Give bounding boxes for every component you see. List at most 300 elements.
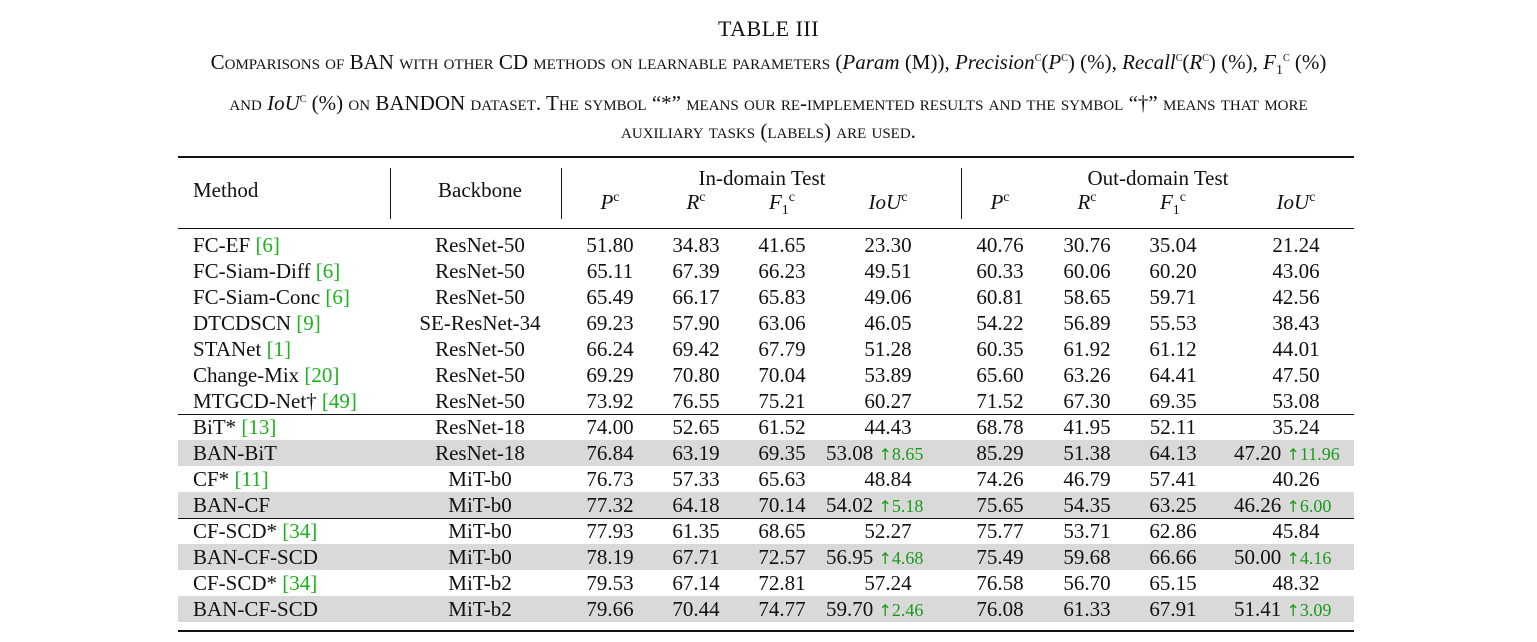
- out-domain-cell: [1133, 492, 1213, 518]
- out-domain-cell: [960, 518, 1040, 544]
- in-domain-cell: [826, 544, 923, 572]
- method-separator: [390, 168, 391, 219]
- out-domain-cell: [960, 570, 1040, 596]
- in-domain-cell: [570, 310, 650, 336]
- method-cell: [193, 310, 321, 336]
- out-domain-value: 43.06: [1272, 259, 1320, 283]
- in-domain-cell: [742, 258, 822, 284]
- caption-line-3: auxiliary tasks (labels) are used.: [621, 119, 916, 144]
- in-domain-cell: [742, 284, 822, 310]
- in-domain-cell: [742, 596, 822, 622]
- out-domain-cell: [960, 596, 1040, 622]
- method-cell: [193, 336, 291, 362]
- in-domain-value: 51.80: [586, 233, 634, 257]
- out-domain-cell: [1133, 388, 1213, 414]
- out-domain-value: 61.92: [1063, 337, 1111, 361]
- in-domain-cell: [848, 570, 928, 596]
- out-domain-cell: [960, 544, 1040, 570]
- out-domain-value: 68.78: [976, 415, 1024, 439]
- out-domain-cell: [960, 232, 1040, 258]
- out-domain-value: 46.79: [1063, 467, 1111, 491]
- gain-value: 4.16: [1299, 548, 1332, 568]
- in-domain-value: 60.27: [864, 389, 912, 413]
- in-domain-cell: [570, 544, 650, 570]
- out-domain-value: 59.68: [1063, 545, 1111, 569]
- out-domain-value: 35.24: [1272, 415, 1320, 439]
- out-domain-value: 45.84: [1272, 519, 1320, 543]
- in-domain-cell: [656, 362, 736, 388]
- table-row: [178, 284, 1354, 310]
- table-row: [178, 362, 1354, 388]
- in-domain-cell: [848, 336, 928, 362]
- in-domain-cell: [848, 284, 928, 310]
- out-domain-value: 60.81: [976, 285, 1024, 309]
- method-cell: [193, 492, 270, 518]
- gain-arrow-icon: ↑: [878, 601, 892, 620]
- in-domain-value: 41.65: [758, 233, 806, 257]
- in-domain-cell: [570, 388, 650, 414]
- method-cell: [193, 440, 277, 466]
- method-name: BAN-BiT: [193, 441, 277, 465]
- gain-value: 11.96: [1299, 444, 1340, 464]
- out-domain-value: 67.30: [1063, 389, 1111, 413]
- in-domain-cell: [570, 440, 650, 466]
- method-name: FC-Siam-Conc: [193, 285, 326, 309]
- method-cell: [193, 570, 317, 596]
- out-domain-cell: [1047, 362, 1127, 388]
- header-rule: [178, 228, 1354, 229]
- out-domain-cell: [960, 466, 1040, 492]
- in-domain-cell: [742, 362, 822, 388]
- in-domain-cell: [570, 258, 650, 284]
- gain-arrow-icon: ↑: [1286, 601, 1300, 620]
- table-row: [178, 544, 1354, 570]
- citation-link[interactable]: [1]: [266, 337, 292, 361]
- out-domain-cell: [1133, 466, 1213, 492]
- in-domain-value: 57.24: [864, 571, 912, 595]
- in-domain-value: 73.92: [586, 389, 634, 413]
- in-domain-cell: [848, 310, 928, 336]
- out-domain-cell: [960, 414, 1040, 440]
- out-domain-value: 66.66: [1149, 545, 1197, 569]
- in-domain-cell: [848, 362, 928, 388]
- in-domain-value: 63.06: [758, 311, 806, 335]
- table-row: [178, 310, 1354, 336]
- in-domain-cell: [848, 258, 928, 284]
- out-domain-value: 54.22: [976, 311, 1024, 335]
- in-domain-value: 65.83: [758, 285, 806, 309]
- out-domain-value: 30.76: [1063, 233, 1111, 257]
- gain-arrow-icon: ↑: [1286, 445, 1300, 464]
- backbone-cell: ResNet-50: [435, 259, 525, 283]
- backbone-cell: ResNet-18: [435, 415, 525, 439]
- citation-link[interactable]: [13]: [241, 415, 277, 439]
- gain-value: 5.18: [891, 496, 924, 516]
- backbone-cell: MiT-b0: [448, 467, 512, 491]
- header-in-recall: $R^c$: [686, 190, 706, 214]
- out-domain-value: 57.41: [1149, 467, 1197, 491]
- out-domain-value: 35.04: [1149, 233, 1197, 257]
- in-domain-value: 77.32: [586, 493, 634, 517]
- out-domain-value: 61.12: [1149, 337, 1197, 361]
- in-domain-value: 57.90: [672, 311, 720, 335]
- backbone-cell: ResNet-18: [435, 441, 525, 465]
- in-domain-cell: [742, 570, 822, 596]
- out-domain-cell: [1133, 596, 1213, 622]
- out-domain-value: 76.08: [976, 597, 1024, 621]
- citation-link[interactable]: [6]: [325, 285, 350, 309]
- method-name: BAN-CF-SCD: [193, 545, 318, 569]
- out-domain-cell: [960, 440, 1040, 466]
- method-cell: [193, 518, 317, 544]
- header-out-f1: $F_1^c$: [1159, 190, 1187, 219]
- out-domain-value: 58.65: [1063, 285, 1111, 309]
- in-domain-value: 44.43: [864, 415, 912, 439]
- in-domain-cell: [570, 570, 650, 596]
- out-domain-cell: [1256, 414, 1336, 440]
- in-domain-cell: [656, 518, 736, 544]
- header-out-precision: $P^c$: [990, 190, 1010, 214]
- in-domain-value: 69.29: [586, 363, 634, 387]
- out-domain-value: 64.13: [1149, 441, 1197, 465]
- backbone-cell: MiT-b0: [448, 545, 512, 569]
- header-method: Method: [193, 178, 259, 202]
- table-caption: [0, 14, 1537, 145]
- header-in-domain: In-domain Test: [698, 166, 826, 190]
- in-domain-value: 79.66: [586, 597, 634, 621]
- citation-link[interactable]: [20]: [304, 363, 340, 387]
- out-domain-value: 64.41: [1149, 363, 1197, 387]
- out-domain-cell: [1047, 258, 1127, 284]
- in-domain-value: 70.80: [672, 363, 720, 387]
- in-domain-value: 67.14: [672, 571, 720, 595]
- table-row: [178, 518, 1354, 544]
- method-name: DTCDSCN: [193, 311, 297, 335]
- out-domain-cell: [1133, 336, 1213, 362]
- in-domain-value: 51.28: [864, 337, 912, 361]
- in-domain-value: 67.71: [672, 545, 720, 569]
- backbone-cell: MiT-b0: [448, 493, 512, 517]
- in-domain-value: 69.35: [758, 441, 806, 465]
- caption-line-2: and IoU$^c$ (%) on BANDON dataset. The symbol “*” means our re-implemented results and the symbol “†” means that more: [229, 91, 1308, 116]
- out-domain-cell: [1256, 258, 1336, 284]
- out-domain-cell: [960, 284, 1040, 310]
- header-out-recall: $R^c$: [1077, 190, 1097, 214]
- out-domain-value: 74.26: [976, 467, 1024, 491]
- method-name: CF-SCD*: [193, 519, 283, 543]
- backbone-cell: ResNet-50: [435, 363, 525, 387]
- out-domain-cell: [960, 492, 1040, 518]
- in-domain-cell: [848, 414, 928, 440]
- in-domain-cell: [656, 544, 736, 570]
- out-domain-cell: [960, 258, 1040, 284]
- out-domain-cell: [1234, 440, 1340, 468]
- table-top-rule: [178, 156, 1354, 158]
- method-cell: [193, 388, 357, 414]
- out-domain-value: 71.52: [976, 389, 1024, 413]
- out-domain-value: 75.65: [976, 493, 1024, 517]
- in-domain-value: 72.81: [758, 571, 806, 595]
- out-domain-cell: [1047, 414, 1127, 440]
- in-domain-cell: [656, 414, 736, 440]
- in-domain-cell: [656, 570, 736, 596]
- in-domain-value: 66.23: [758, 259, 806, 283]
- table-row: [178, 388, 1354, 414]
- in-domain-value: 69.23: [586, 311, 634, 335]
- out-domain-cell: [1234, 596, 1331, 624]
- table-row: [178, 492, 1354, 518]
- in-domain-value: 64.18: [672, 493, 720, 517]
- citation-link[interactable]: [9]: [296, 311, 321, 335]
- in-domain-cell: [570, 336, 650, 362]
- out-domain-cell: [1047, 440, 1127, 466]
- out-domain-cell: [960, 336, 1040, 362]
- in-domain-value: 61.35: [672, 519, 720, 543]
- in-domain-value: 49.06: [864, 285, 912, 309]
- in-domain-value: 53.89: [864, 363, 912, 387]
- method-cell: [193, 596, 318, 622]
- in-domain-cell: [656, 284, 736, 310]
- out-domain-value: 65.60: [976, 363, 1024, 387]
- in-domain-cell: [570, 596, 650, 622]
- in-domain-value: 67.39: [672, 259, 720, 283]
- out-domain-value: 44.01: [1272, 337, 1320, 361]
- method-name: CF-SCD*: [193, 571, 283, 595]
- in-domain-value: 70.04: [758, 363, 806, 387]
- table-row: [178, 414, 1354, 440]
- out-domain-value: 46.26: [1234, 493, 1282, 517]
- in-domain-value: 52.65: [672, 415, 720, 439]
- in-domain-cell: [742, 518, 822, 544]
- out-domain-cell: [1256, 518, 1336, 544]
- in-domain-cell: [570, 518, 650, 544]
- out-domain-cell: [1133, 518, 1213, 544]
- out-domain-cell: [1133, 544, 1213, 570]
- out-domain-value: 53.08: [1272, 389, 1320, 413]
- out-domain-cell: [1256, 284, 1336, 310]
- out-domain-value: 85.29: [976, 441, 1024, 465]
- header-out-domain: Out-domain Test: [1087, 166, 1229, 190]
- out-domain-value: 51.38: [1063, 441, 1111, 465]
- out-domain-value: 63.26: [1063, 363, 1111, 387]
- out-domain-cell: [1133, 258, 1213, 284]
- in-domain-value: 70.14: [758, 493, 806, 517]
- in-domain-cell: [848, 518, 928, 544]
- in-domain-cell: [826, 596, 923, 624]
- method-cell: [193, 232, 280, 258]
- out-domain-cell: [1133, 362, 1213, 388]
- in-domain-cell: [570, 284, 650, 310]
- backbone-cell: MiT-b2: [448, 597, 512, 621]
- in-domain-cell: [656, 466, 736, 492]
- table-row: [178, 596, 1354, 622]
- out-domain-value: 52.11: [1149, 415, 1197, 439]
- citation-link[interactable]: [6]: [255, 233, 280, 257]
- out-domain-cell: [1047, 596, 1127, 622]
- backbone-cell: MiT-b2: [448, 571, 512, 595]
- in-domain-cell: [656, 232, 736, 258]
- table-row: [178, 466, 1354, 492]
- out-domain-cell: [1047, 284, 1127, 310]
- in-domain-value: 79.53: [586, 571, 634, 595]
- method-name: CF*: [193, 467, 235, 491]
- out-domain-cell: [1047, 232, 1127, 258]
- out-domain-value: 47.20: [1234, 441, 1282, 465]
- backbone-cell: ResNet-50: [435, 233, 525, 257]
- out-domain-value: 60.20: [1149, 259, 1197, 283]
- out-domain-cell: [1256, 466, 1336, 492]
- out-domain-cell: [1256, 570, 1336, 596]
- table-bottom-rule: [178, 630, 1354, 632]
- in-domain-cell: [826, 440, 923, 468]
- out-domain-cell: [1133, 570, 1213, 596]
- method-name: FC-Siam-Diff: [193, 259, 316, 283]
- out-domain-value: 69.35: [1149, 389, 1197, 413]
- out-domain-value: 53.71: [1063, 519, 1111, 543]
- in-domain-value: 61.52: [758, 415, 806, 439]
- out-domain-value: 21.24: [1272, 233, 1320, 257]
- in-domain-cell: [742, 336, 822, 362]
- in-domain-value: 59.70: [826, 597, 874, 621]
- in-domain-value: 57.33: [672, 467, 720, 491]
- in-domain-value: 74.77: [758, 597, 806, 621]
- in-domain-value: 76.55: [672, 389, 720, 413]
- backbone-cell: SE-ResNet-34: [419, 311, 541, 335]
- header-in-f1: $F_1^c$: [768, 190, 796, 219]
- method-name: MTGCD-Net†: [193, 389, 322, 413]
- table-row: [178, 232, 1354, 258]
- in-domain-cell: [570, 492, 650, 518]
- method-cell: [193, 466, 269, 492]
- out-domain-value: 55.53: [1149, 311, 1197, 335]
- in-domain-value: 54.02: [826, 493, 874, 517]
- out-domain-cell: [1047, 492, 1127, 518]
- out-domain-cell: [1047, 518, 1127, 544]
- in-domain-value: 23.30: [864, 233, 912, 257]
- in-domain-value: 72.57: [758, 545, 806, 569]
- out-domain-value: 75.77: [976, 519, 1024, 543]
- out-domain-cell: [1047, 466, 1127, 492]
- out-domain-value: 65.15: [1149, 571, 1197, 595]
- citation-link[interactable]: [34]: [282, 519, 318, 543]
- out-domain-cell: [960, 310, 1040, 336]
- method-name: BAN-CF: [193, 493, 271, 517]
- in-domain-cell: [848, 388, 928, 414]
- in-domain-cell: [742, 466, 822, 492]
- out-domain-value: 40.26: [1272, 467, 1320, 491]
- out-domain-value: 40.76: [976, 233, 1024, 257]
- out-domain-value: 47.50: [1272, 363, 1320, 387]
- out-domain-cell: [1047, 544, 1127, 570]
- method-name: STANet: [193, 337, 267, 361]
- in-domain-cell: [848, 466, 928, 492]
- citation-link[interactable]: [11]: [234, 467, 269, 491]
- header-out-iou: IoU$^c$: [1276, 190, 1316, 214]
- header-backbone: Backbone: [438, 178, 522, 202]
- in-domain-cell: [742, 232, 822, 258]
- out-domain-value: 76.58: [976, 571, 1024, 595]
- header-in-iou: IoU$^c$: [868, 190, 908, 214]
- table-row: [178, 440, 1354, 466]
- out-domain-value: 56.89: [1063, 311, 1111, 335]
- method-cell: [193, 414, 276, 440]
- citation-link[interactable]: [6]: [315, 259, 341, 283]
- method-cell: [193, 544, 318, 570]
- in-domain-value: 76.73: [586, 467, 634, 491]
- gain-arrow-icon: ↑: [878, 497, 892, 516]
- in-domain-cell: [848, 232, 928, 258]
- gain-value: 6.00: [1299, 496, 1332, 516]
- out-domain-value: 60.33: [976, 259, 1024, 283]
- out-domain-cell: [1047, 570, 1127, 596]
- in-domain-value: 68.65: [758, 519, 806, 543]
- in-domain-value: 65.11: [586, 259, 634, 283]
- out-domain-cell: [1047, 388, 1127, 414]
- out-domain-cell: [1133, 310, 1213, 336]
- citation-link[interactable]: [34]: [282, 571, 318, 595]
- method-name: BiT*: [193, 415, 242, 439]
- method-cell: [193, 362, 339, 388]
- in-domain-cell: [742, 388, 822, 414]
- out-domain-value: 38.43: [1272, 311, 1320, 335]
- out-domain-cell: [1133, 414, 1213, 440]
- in-domain-value: 77.93: [586, 519, 634, 543]
- in-domain-value: 66.24: [586, 337, 634, 361]
- gain-arrow-icon: ↑: [1286, 497, 1300, 516]
- method-name: FC-EF: [193, 233, 256, 257]
- citation-link[interactable]: [49]: [321, 389, 357, 413]
- in-domain-value: 78.19: [586, 545, 634, 569]
- out-domain-cell: [1256, 232, 1336, 258]
- in-domain-value: 46.05: [864, 311, 912, 335]
- out-domain-cell: [1133, 232, 1213, 258]
- caption-line-1: Comparisons of BAN with other CD methods on learnable parameters (Param (M)), $Precision^c(P^c)$ (%), $Recall^c(R^c)$ (%), $F_1^c$ (%): [210, 50, 1327, 79]
- in-domain-value: 49.51: [864, 259, 912, 283]
- out-domain-value: 56.70: [1063, 571, 1111, 595]
- out-domain-cell: [960, 388, 1040, 414]
- method-name: Change-Mix: [193, 363, 305, 387]
- out-domain-cell: [1256, 362, 1336, 388]
- in-domain-value: 66.17: [672, 285, 720, 309]
- out-domain-cell: [1256, 336, 1336, 362]
- out-domain-value: 60.35: [976, 337, 1024, 361]
- in-domain-cell: [570, 362, 650, 388]
- out-domain-cell: [1234, 492, 1331, 520]
- in-domain-cell: [826, 492, 923, 520]
- backbone-cell: MiT-b0: [448, 519, 512, 543]
- gain-arrow-icon: ↑: [878, 549, 892, 568]
- in-domain-cell: [656, 310, 736, 336]
- out-domain-value: 48.32: [1272, 571, 1320, 595]
- in-domain-value: 48.84: [864, 467, 912, 491]
- gain-value: 2.46: [891, 600, 924, 620]
- in-domain-cell: [656, 336, 736, 362]
- out-domain-cell: [1133, 440, 1213, 466]
- backbone-cell: ResNet-50: [435, 337, 525, 361]
- in-domain-cell: [656, 258, 736, 284]
- in-domain-cell: [742, 414, 822, 440]
- in-domain-cell: [570, 466, 650, 492]
- method-cell: [193, 258, 340, 284]
- out-domain-cell: [1133, 284, 1213, 310]
- in-domain-value: 65.49: [586, 285, 634, 309]
- backbone-cell: ResNet-50: [435, 285, 525, 309]
- out-domain-cell: [1047, 336, 1127, 362]
- backbone-cell: ResNet-50: [435, 389, 525, 413]
- gain-arrow-icon: ↑: [1286, 549, 1300, 568]
- out-domain-value: 51.41: [1234, 597, 1282, 621]
- out-domain-value: 63.25: [1149, 493, 1197, 517]
